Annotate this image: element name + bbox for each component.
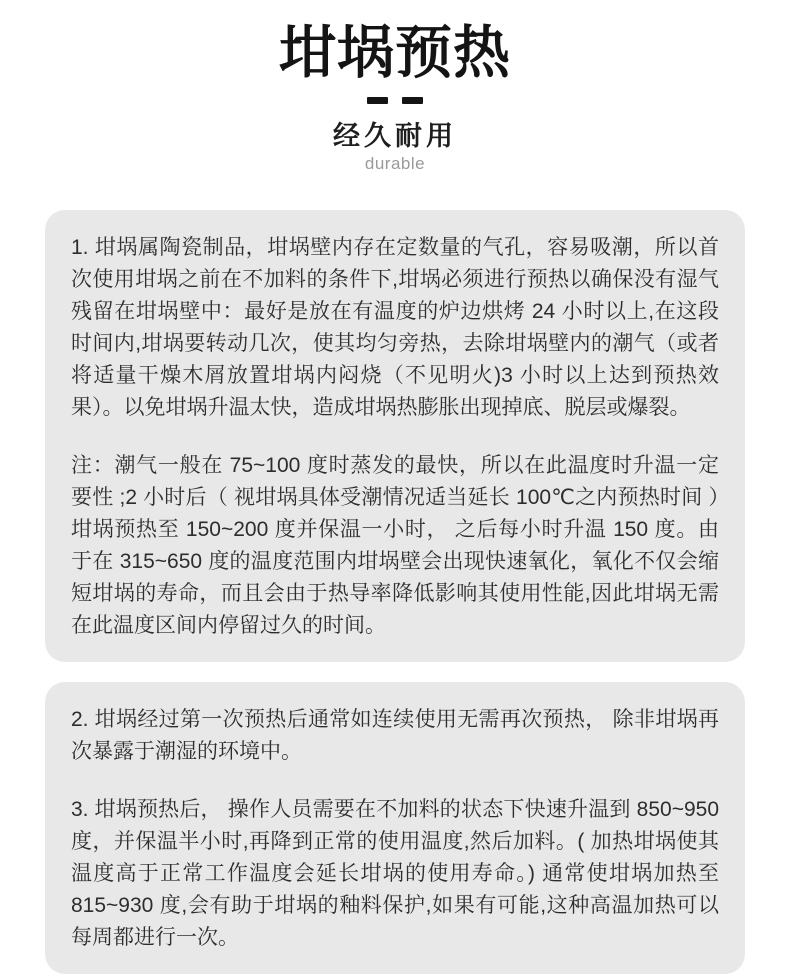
- title-divider: [0, 97, 790, 105]
- paragraph-note: 注：潮气一般在 75~100 度时蒸发的最快，所以在此温度时升温一定要性 ;2 小时后（ 视坩埚具体受潮情况适当延长 100℃之内预热时间 ）坩埚预热至 150~200 度并保温一小时， 之后每小时升温 150 度。由于在 315~650 度的温度范围内坩埚壁会出现快速氧化，氧化不仅会缩短坩埚的寿命，而且会由于热导率降低影响其使用性能,因此坩埚无需在此温度区间内停留过久的时间。: [71, 453, 719, 637]
- paragraph-step-3: 3. 坩埚预热后， 操作人员需要在不加料的状态下快速升温到 850~950 度，并保温半小时,再降到正常的使用温度,然后加料。( 加热坩埚使其温度高于正常工作温度会延长坩埚的使用寿命。) 通常使坩埚加热至 815~930 度,会有助于坩埚的釉料保护,如果有可能,这种高温加热可以每周都进行一次。: [71, 797, 719, 949]
- divider-dash-right: [402, 97, 423, 104]
- paragraph-step-2: 2. 坩埚经过第一次预热后通常如连续使用无需再次预热， 除非坩埚再次暴露于潮湿的环境中。: [71, 707, 719, 763]
- subtitle-english: durable: [364, 153, 426, 173]
- header: [0, 0, 790, 174]
- panel-first-preheat-instructions: [45, 210, 745, 662]
- paragraph-step-1: 1. 坩埚属陶瓷制品，坩埚壁内存在定数量的气孔，容易吸潮，所以首次使用坩埚之前在不加料的条件下,坩埚必须进行预热以确保没有湿气残留在坩埚壁中：最好是放在有温度的炉边烘烤 24 小时以上,在这段时间内,坩埚要转动几次，使其均匀旁热，去除坩埚壁内的潮气（或者将适量干燥木屑放置坩埚内闷烧（不见明火)3 小时以上达到预热效果）。以免坩埚升温太快，造成坩埚热膨胀出现掉底、脱层或爆裂。: [71, 235, 719, 419]
- subtitle: 经久耐用: [333, 120, 457, 151]
- page-title: 坩埚预热: [279, 21, 511, 85]
- divider-dash-left: [367, 97, 388, 104]
- panel-additional-preheat-notes: [45, 682, 745, 974]
